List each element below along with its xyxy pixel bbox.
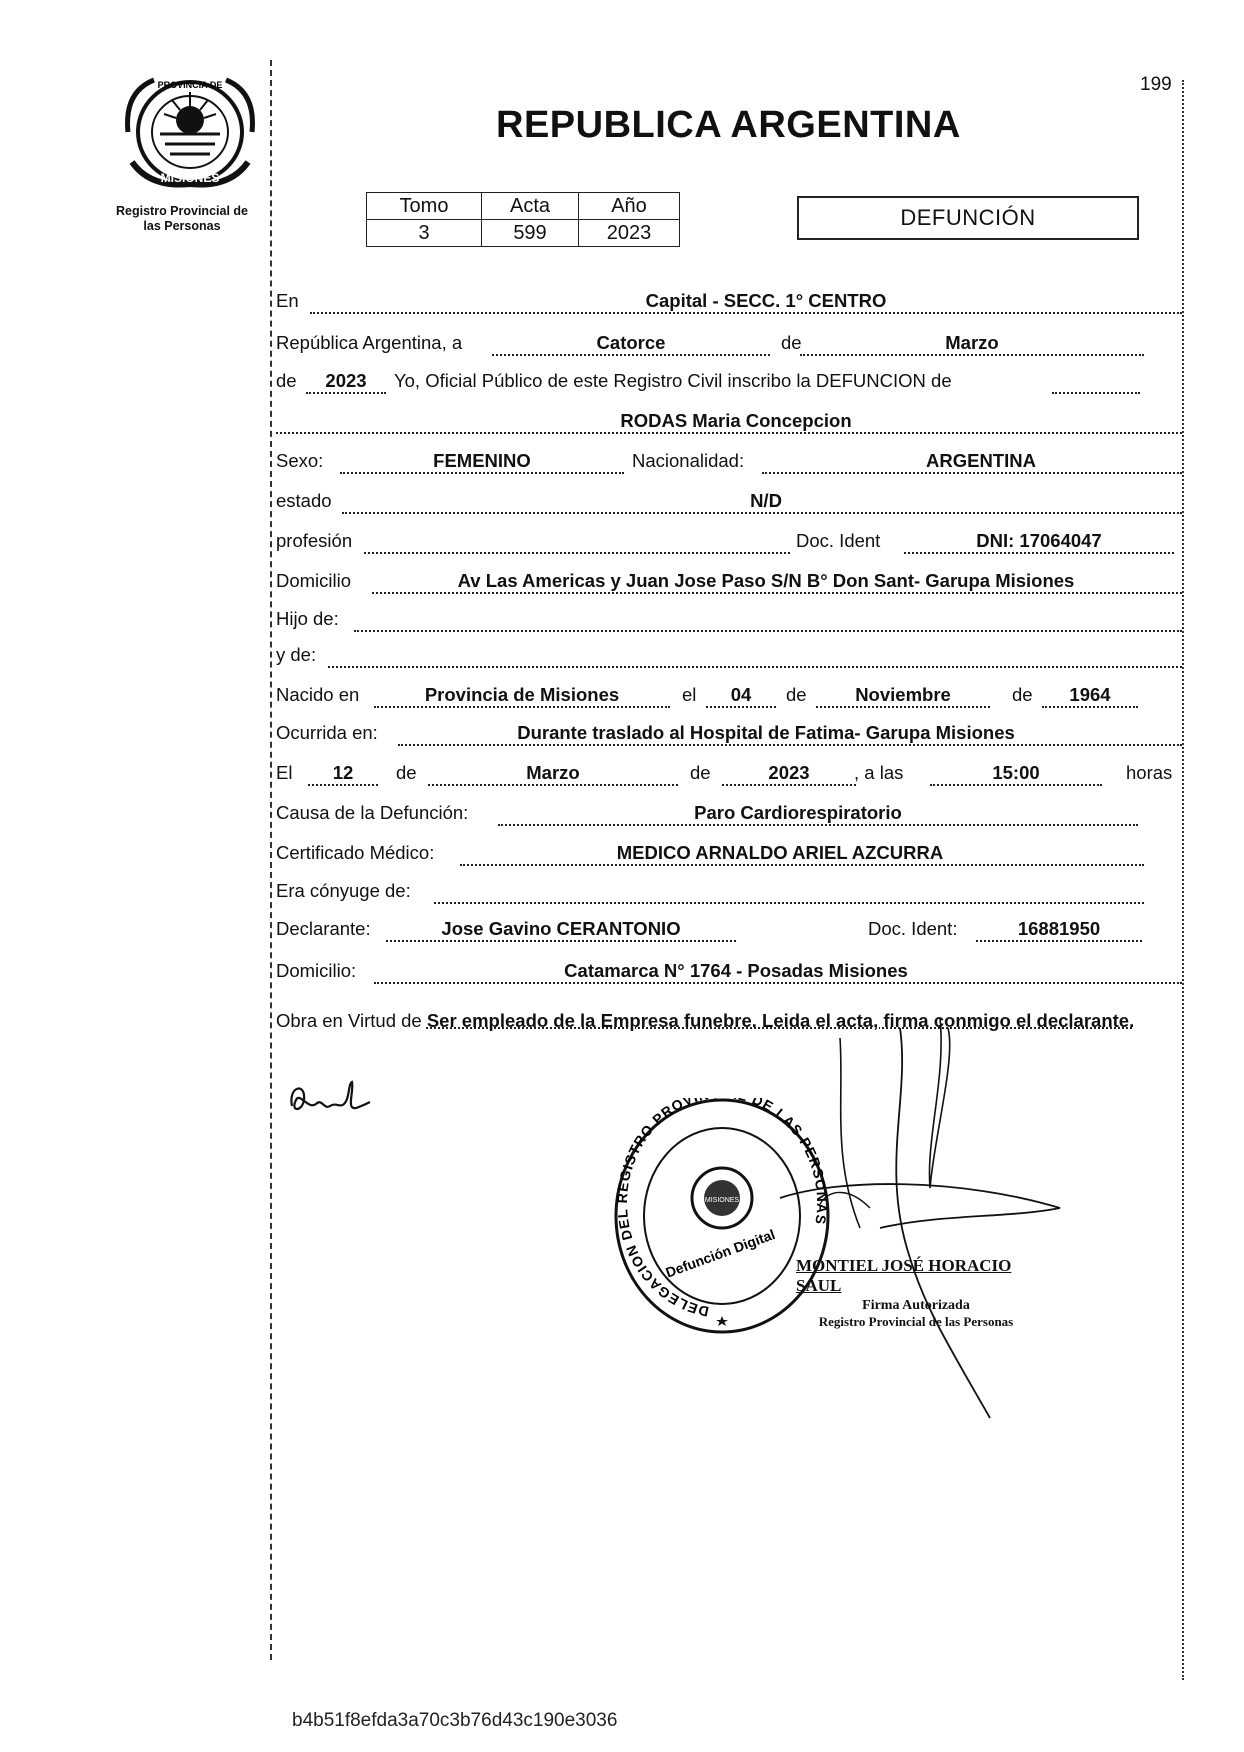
value-nacido-en: Provincia de Misiones <box>424 684 620 705</box>
register-header-tomo: Tomo <box>367 193 482 220</box>
document-hash: b4b51f8efda3a70c3b76d43c190e3036 <box>292 1710 618 1731</box>
svg-text:PROVINCIA DE: PROVINCIA DE <box>157 80 223 90</box>
value-dia-acta: Catorce <box>596 332 666 353</box>
row-fecha-defuncion <box>276 758 1182 788</box>
value-anio-acta: 2023 <box>325 370 367 391</box>
dotted-line <box>354 630 1182 632</box>
svg-text:DELEGACION DEL REGISTRO PROVIN: DELEGACION DEL REGISTRO PROV DE LAS PERSONAS <box>613 1098 831 1320</box>
label-de-nac-2: de <box>1012 684 1033 705</box>
official-signature <box>760 1018 1090 1463</box>
register-table-value-row <box>367 220 680 247</box>
dotted-line <box>722 784 856 786</box>
label-a-las: , a las <box>854 762 904 783</box>
dotted-line <box>816 706 990 708</box>
register-value-tomo: 3 <box>367 220 482 247</box>
row-estado <box>276 486 1182 516</box>
label-de-nac-1: de <box>786 684 807 705</box>
registry-name <box>92 204 272 234</box>
register-table-header-row <box>367 193 680 220</box>
value-declarante: Jose Gavino CERANTONIO <box>441 918 681 939</box>
value-fallecido: RODAS Maria Concepcion <box>620 410 852 431</box>
dotted-line <box>434 902 1144 904</box>
row-conyuge <box>276 876 1182 906</box>
row-fecha-acta <box>276 328 1182 358</box>
label-el-dia: El <box>276 762 293 783</box>
dotted-line <box>492 354 770 356</box>
value-mes-acta: Marzo <box>945 332 999 353</box>
label-de: de <box>781 332 802 353</box>
dotted-line <box>904 552 1174 554</box>
dotted-line <box>342 512 1182 514</box>
dotted-line <box>340 472 624 474</box>
value-declarante-doc: 16881950 <box>1017 918 1101 939</box>
dotted-line <box>1052 392 1140 394</box>
label-nacido-en: Nacido en <box>276 684 360 705</box>
label-de-def-2: de <box>690 762 711 783</box>
label-en: En <box>276 290 299 311</box>
document-type-box <box>797 196 1139 240</box>
dotted-line <box>364 552 790 554</box>
value-obra: Ser empleado de la Empresa funebre. Leida el acta, firma conmigo el declarante. <box>426 1010 1135 1031</box>
label-sexo: Sexo: <box>276 450 324 471</box>
row-profesion <box>276 526 1182 556</box>
dotted-line <box>762 472 1182 474</box>
value-def-anio: 2023 <box>768 762 810 783</box>
label-causa: Causa de la Defunción: <box>276 802 469 823</box>
dotted-line <box>308 784 378 786</box>
value-ocurrida-en: Durante traslado al Hospital de Fatima- Garupa Misiones <box>517 722 1015 743</box>
value-estado: N/D <box>750 490 782 511</box>
document-type: DEFUNCIÓN <box>900 205 1036 230</box>
register-header-anio: Año <box>579 193 680 220</box>
registry-line-1: Registro Provincial de <box>116 204 248 218</box>
page-number: 199 <box>1140 74 1172 95</box>
row-y-de <box>276 640 1182 670</box>
value-def-mes: Marzo <box>526 762 580 783</box>
label-hijo-de: Hijo de: <box>276 608 339 629</box>
signatory-office: Registro Provincial de las Personas <box>818 1314 1014 1329</box>
dotted-line <box>374 982 1182 984</box>
label-ocurrida-en: Ocurrida en: <box>276 722 378 743</box>
svg-text:MISIONES: MISIONES <box>704 1197 740 1204</box>
dotted-line <box>428 784 678 786</box>
row-causa <box>276 798 1182 828</box>
label-republica: República Argentina, a <box>276 332 463 353</box>
value-nac-mes: Noviembre <box>855 684 951 705</box>
label-certificado: Certificado Médico: <box>276 842 435 863</box>
value-certificado: MEDICO ARNALDO ARIEL AZCURRA <box>616 842 944 863</box>
value-sexo: FEMENINO <box>433 450 531 471</box>
dotted-line <box>328 666 1182 668</box>
label-y-de: y de: <box>276 644 317 665</box>
register-table <box>366 192 680 247</box>
row-fallecido <box>276 406 1182 436</box>
declarant-signature <box>282 1076 382 1127</box>
value-causa: Paro Cardiorespiratorio <box>694 802 902 823</box>
signatory-name: MONTIEL JOSÉ HORACIO SAUL <box>796 1256 1012 1295</box>
label-obra: Obra en Virtud de <box>276 1010 422 1031</box>
dotted-line <box>310 312 1182 314</box>
dotted-line <box>976 940 1142 942</box>
row-hijo-de <box>276 604 1182 634</box>
row-nacimiento <box>276 680 1182 710</box>
dotted-line <box>276 432 1182 434</box>
value-lugar: Capital - SECC. 1° CENTRO <box>645 290 887 311</box>
value-domicilio: Av Las Americas y Juan Jose Paso S/N B° Don Sant- Garupa Misiones <box>457 570 1075 591</box>
right-margin-line <box>1182 80 1184 1680</box>
label-horas: horas <box>1126 762 1173 783</box>
value-def-hora: 15:00 <box>992 762 1040 783</box>
label-estado: estado <box>276 490 332 511</box>
row-lugar <box>276 286 1182 316</box>
register-value-anio: 2023 <box>579 220 680 247</box>
label-yo: Yo, Oficial Público de este Registro Civil inscribo la DEFUNCION de <box>394 370 952 391</box>
svg-text:Defunción Digital: Defunción Digital <box>663 1226 778 1281</box>
row-declarante <box>276 914 1182 944</box>
dotted-line <box>498 824 1138 826</box>
row-sexo <box>276 446 1182 476</box>
register-value-acta: 599 <box>482 220 579 247</box>
dotted-line <box>374 706 670 708</box>
dotted-line <box>398 744 1182 746</box>
dotted-line <box>386 940 736 942</box>
row-certificado <box>276 838 1182 868</box>
label-conyuge: Era cónyuge de: <box>276 880 411 901</box>
value-declarante-domicilio: Catamarca N° 1764 - Posadas Misiones <box>564 960 908 981</box>
row-ocurrida-en <box>276 718 1182 748</box>
value-documento: DNI: 17064047 <box>976 530 1102 551</box>
dotted-line <box>800 354 1144 356</box>
register-header-acta: Acta <box>482 193 579 220</box>
label-de-def-1: de <box>396 762 417 783</box>
dotted-line <box>706 706 776 708</box>
registry-line-2: las Personas <box>143 219 221 233</box>
value-nac-anio: 1964 <box>1069 684 1111 705</box>
dotted-line <box>930 784 1102 786</box>
value-def-dia: 12 <box>332 762 354 783</box>
label-doc-ident: Doc. Ident <box>796 530 881 551</box>
dotted-line <box>372 592 1182 594</box>
row-domicilio-declarante <box>276 956 1182 986</box>
dotted-line <box>460 864 1144 866</box>
svg-text:MISIONES: MISIONES <box>160 171 220 185</box>
signatory-block <box>796 1256 1036 1330</box>
label-el: el <box>682 684 697 705</box>
value-nac-dia: 04 <box>730 684 752 705</box>
row-inscripcion <box>276 366 1182 396</box>
label-declarante: Declarante: <box>276 918 371 939</box>
label-profesion: profesión <box>276 530 353 551</box>
province-crest-logo <box>120 72 260 190</box>
label-nacionalidad: Nacionalidad: <box>632 450 745 471</box>
value-nacionalidad: ARGENTINA <box>926 450 1036 471</box>
dotted-line <box>306 392 386 394</box>
row-domicilio <box>276 566 1182 596</box>
label-domicilio-declarante: Domicilio: <box>276 960 357 981</box>
label-doc-ident-declarante: Doc. Ident: <box>868 918 958 939</box>
label-de-anio: de <box>276 370 297 391</box>
dotted-line <box>1042 706 1138 708</box>
label-domicilio: Domicilio <box>276 570 352 591</box>
signatory-role: Firma Autorizada <box>862 1298 970 1313</box>
page-title: REPUBLICA ARGENTINA <box>496 104 961 146</box>
left-margin-line <box>270 60 272 1660</box>
